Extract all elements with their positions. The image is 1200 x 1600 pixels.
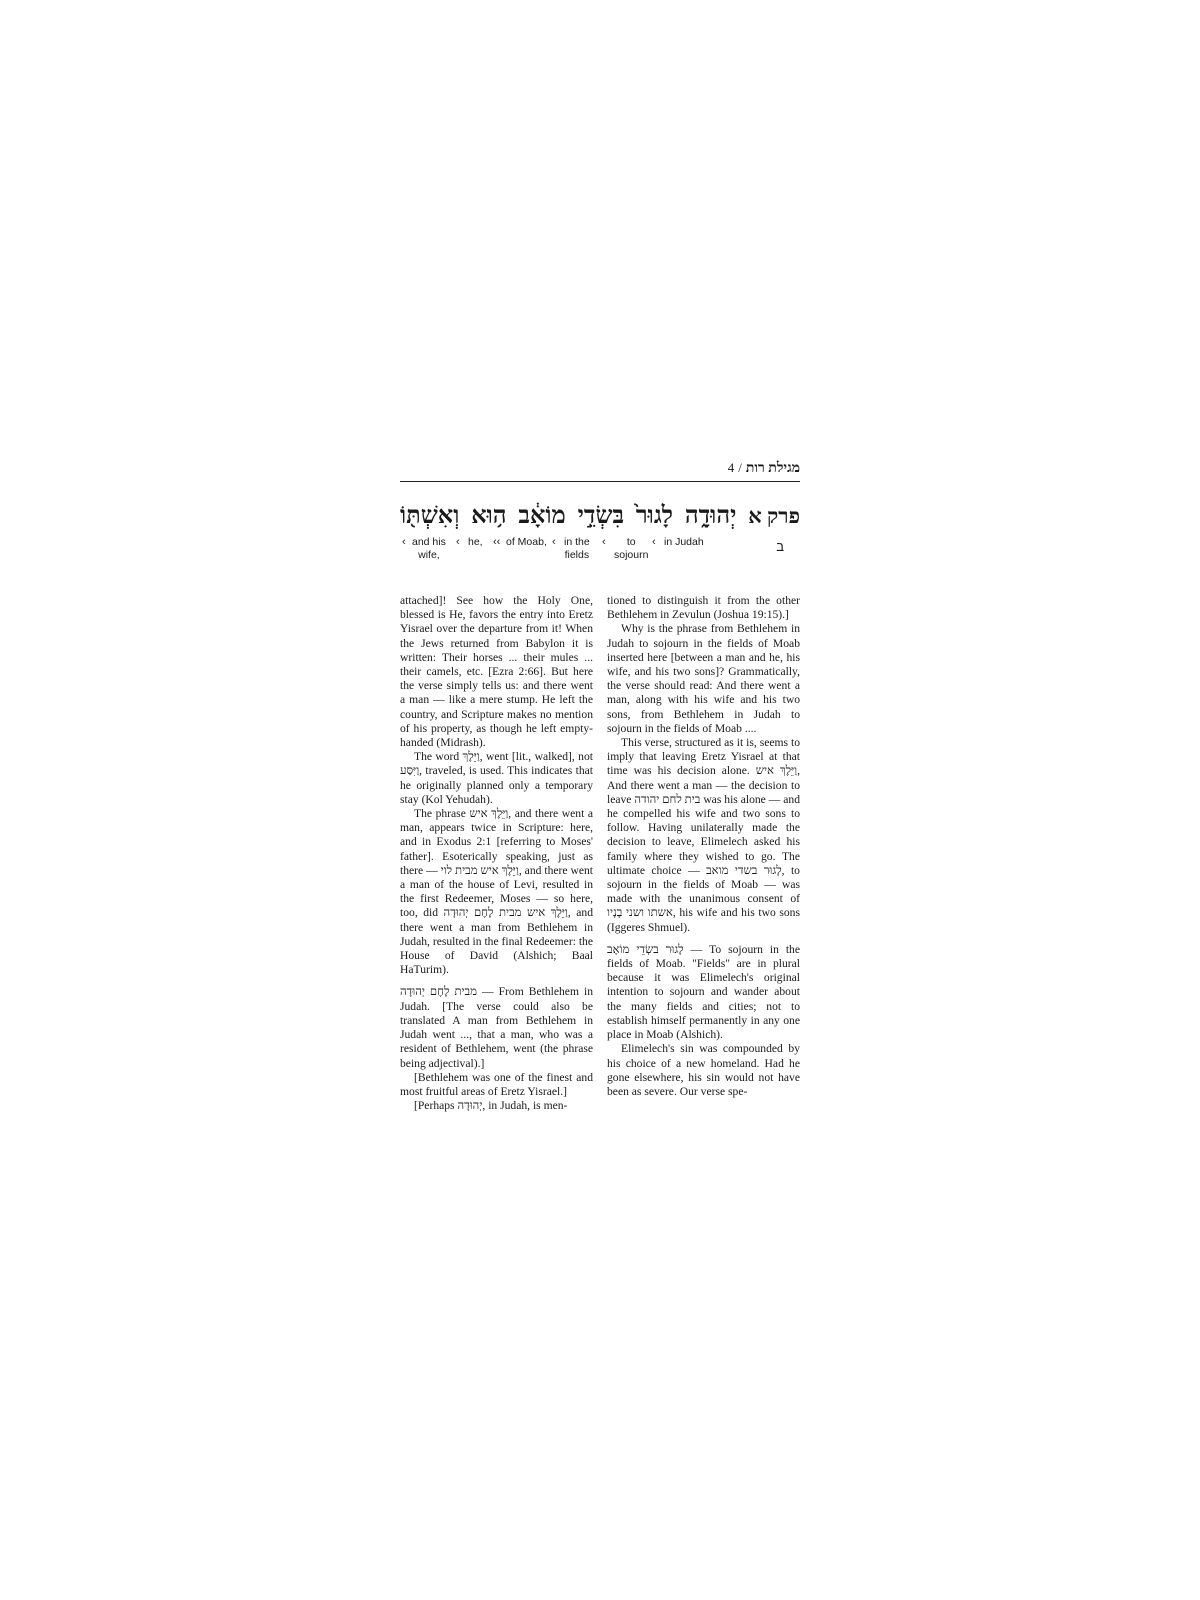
commentary-paragraph: attached]! See how the Holy One, blessed is He, favors the entry into Eretz Yisrael over the departure from it! When the Jews returned from Babylon it is written: Their horses ... their mules ... their camels, etc. [Ezra 2:66]. But here the verse simply tells us: and there went a man — like a mere stump. He left the country, and Scripture makes no mention of his property, as though he left empty-handed (Midrash). [400, 594, 593, 750]
book-page [400, 460, 801, 1113]
gloss-in-the-fields: in the fields [564, 536, 590, 561]
gloss-double-arrow: ‹‹ [493, 536, 501, 548]
commentary-paragraph: The phrase וַיֵּלֶךְ איש, and there went a man, appears twice in Scripture: here, and in Exodus 2:1 [referring to Moses' father]. Esoterically speaking, just as there — וַיֵּלֶךְ איש מבית לוי, and there went a man of the house of Levi, resulted in the first Redeemer, Moses — so here, too, did וַיֵּלֶךְ איש מבית לֶחֶם יְהוּדָה, and there went a man from Bethlehem in Judah, resulted in the final Redeemer: the House of David (Alshich; Baal HaTurim). [400, 807, 594, 977]
verse-number: ב [776, 539, 784, 554]
commentary-paragraph: Why is the phrase from Bethlehem in Judah to sojourn in the fields of Moab inserted here [between a man and he, his wife, and his two sons]? Grammatically, the verse should read: And there went a man, along with his wife and his two sons, from Bethlehem in Judah to sojourn in the fields of Moab .... [607, 622, 800, 735]
page-number: 4 [727, 460, 735, 475]
gloss-arrow: ‹ [456, 536, 460, 548]
commentary-paragraph: Elimelech's sin was compounded by his choice of a new homeland. Had he gone elsewhere, his sin would not have been as severe. Our verse spe- [607, 1042, 800, 1098]
commentary-left-column [400, 594, 593, 1113]
header-separator: / [738, 460, 742, 475]
gloss-in-judah: in Judah [664, 536, 704, 548]
hebrew-word: יְהוּדָ֑ה [684, 503, 737, 529]
gloss-arrow: ‹ [402, 536, 406, 548]
commentary-paragraph: [Bethlehem was one of the finest and most fruitful areas of Eretz Yisrael.] [400, 1070, 593, 1098]
commentary-paragraph: [Perhaps יְהוּדָה, in Judah, is men- [414, 1099, 568, 1113]
running-header [400, 460, 800, 482]
chapter-label: פרק א [748, 504, 800, 528]
gloss-he: he, [468, 536, 483, 548]
gloss-of-moab: of Moab, [506, 536, 547, 548]
gloss-to-sojourn: to sojourn [614, 536, 649, 561]
gloss-arrow: ‹ [602, 536, 606, 548]
gloss-arrow: ‹ [552, 536, 556, 548]
hebrew-word: מוֹאָ֔ב [518, 503, 566, 529]
hebrew-verse-line [400, 502, 800, 530]
commentary-right-column [607, 594, 800, 1099]
commentary-paragraph: tioned to distinguish it from the other Bethlehem in Zevulun (Joshua 19:15).] [607, 594, 800, 622]
commentary-paragraph: לָגוּר בשְׂדֵי מוֹאָב — To sojourn in the fields of Moab. "Fields" are in plural because it was Elimelech's original intention to sojourn and wander about the many fields and cities; not to establish himself permanently in any one place in Moab (Alshich). [607, 942, 800, 1042]
gloss-and-his-wife: and his wife, [412, 536, 446, 561]
hebrew-word: וְאִשְׁתּ֖וֹ [400, 503, 460, 529]
hebrew-word: בִּשְׂדֵ֣י [577, 503, 625, 529]
verse-block [400, 502, 800, 572]
commentary-paragraph: The word וַיֵּלֶךְ, went [lit., walked], not וַיִּסַּע, traveled, is used. This indicates that he originally planned only a temporary stay (Kol Yehudah). [400, 750, 593, 806]
hebrew-word: ה֥וּא [471, 503, 507, 529]
hebrew-word: לָגוּר֙ [635, 503, 673, 529]
gloss-arrow: ‹ [652, 536, 656, 548]
interlinear-gloss-row [400, 536, 800, 572]
commentary-paragraph: This verse, structured as it is, seems to imply that leaving Eretz Yisrael at that time was his decision alone. וַיֵּלֶךְ איש, And there went a man — the decision to leave בית לחם יהודה was his alone — and he compelled his wife and two sons to follow. Having unilaterally made the decision to leave, Elimelech asked his family where they wished to go. The ultimate choice — לָגוּר בשדי מואב, to sojourn in the fields of Moab — was made with the unanimous consent of אשתו ושני בָנָיו, his wife and his two sons (Iggeres Shmuel). [607, 736, 801, 934]
commentary-paragraph: מבית לֶחֶם יְהוּדָה — From Bethlehem in Judah. [The verse could also be translated A man from Bethlehem in Judah went ..., that a man, who was a resident of Bethlehem, went (the phrase being adjectival).] [400, 985, 593, 1070]
book-title: מגילת רות [745, 461, 800, 476]
